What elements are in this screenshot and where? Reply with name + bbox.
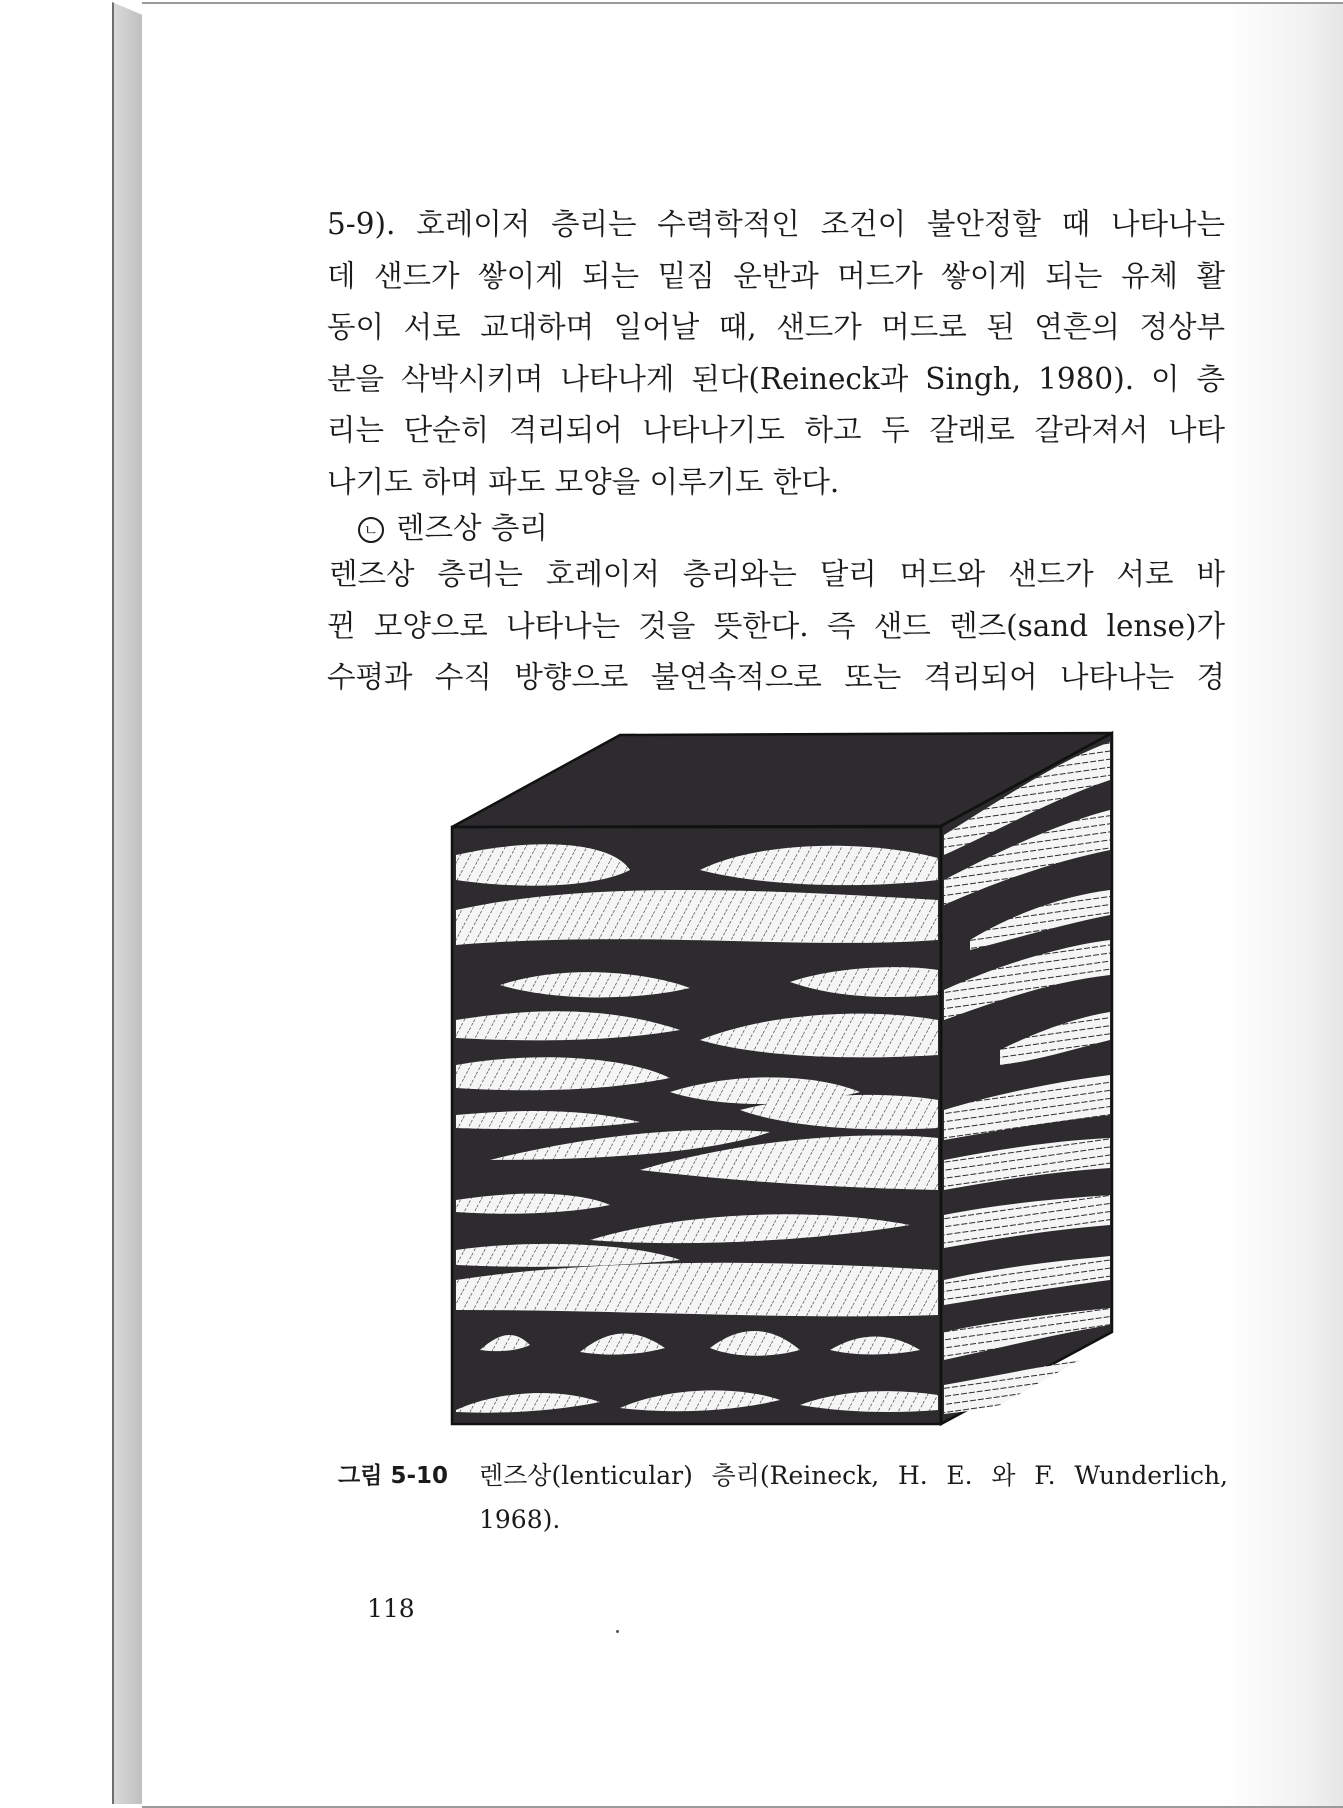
text-line: 5-9). 호레이저 층리는 수력학적인 조건이 불안정할 때 나타나는 bbox=[327, 207, 1225, 241]
block-side-face bbox=[941, 733, 1112, 1424]
block-front-face bbox=[452, 827, 941, 1424]
text-line: 수평과 수직 방향으로 불연속적으로 또는 격리되어 나타나는 경 bbox=[327, 660, 1225, 694]
text-line: 데 샌드가 쌓이게 되는 밑짐 운반과 머드가 쌓이게 되는 유체 활 bbox=[327, 258, 1225, 293]
caption-line: 1968). bbox=[479, 1505, 561, 1534]
section-heading bbox=[358, 505, 548, 547]
lenticular-bedding-block-diagram bbox=[440, 720, 1130, 1435]
text-line: 렌즈상 층리는 호레이저 층리와는 달리 머드와 샌드가 서로 바 bbox=[329, 557, 1225, 591]
text-line: 나기도 하며 파도 모양을 이루기도 한다. bbox=[327, 464, 840, 499]
circled-marker: ㄴ bbox=[358, 517, 384, 543]
print-speck bbox=[616, 1630, 619, 1633]
text-line: 뀐 모양으로 나타나는 것을 뜻한다. 즉 샌드 렌즈(sand lense)가 bbox=[327, 608, 1225, 643]
text-line: 동이 서로 교대하며 일어날 때, 샌드가 머드로 된 연흔의 정상부 bbox=[327, 310, 1225, 344]
paragraph-lenticular-bedding bbox=[327, 549, 1225, 704]
paragraph-hoerizer-bedding bbox=[327, 199, 1225, 508]
figure-label: 그림 5-10 bbox=[338, 1463, 448, 1489]
figure-caption-text bbox=[479, 1454, 1228, 1542]
text-line: 리는 단순히 격리되어 나타나기도 하고 두 갈래로 갈라져서 나타 bbox=[327, 413, 1225, 447]
caption-line: 렌즈상(lenticular) 층리(Reineck, H. E. 와 F. Wunderlich, bbox=[479, 1461, 1228, 1490]
text-line: 분을 삭박시키며 나타나게 된다(Reineck과 Singh, 1980). 이 층 bbox=[327, 361, 1225, 396]
heading-title: 렌즈상 층리 bbox=[396, 511, 548, 545]
page-number: 118 bbox=[367, 1594, 415, 1623]
book-spine-edge bbox=[112, 2, 145, 1804]
